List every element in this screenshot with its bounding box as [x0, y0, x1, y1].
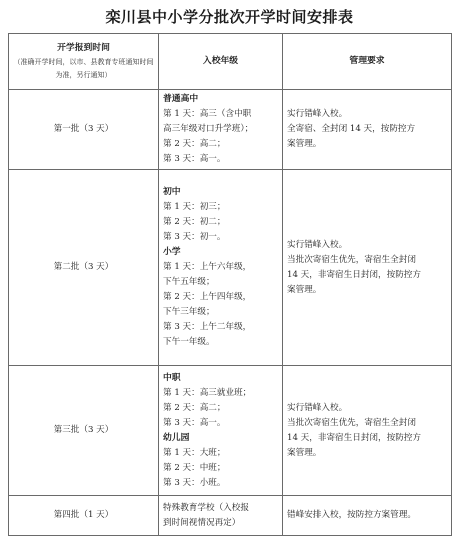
grade-line: 第 1 天：初三； — [163, 202, 226, 212]
table-row — [9, 170, 452, 366]
grade-line: 第 2 天：高二； — [163, 139, 226, 149]
grade-line: 高三年级对口升学班）； — [163, 124, 254, 134]
table-row — [9, 496, 452, 536]
schedule-table — [8, 33, 452, 536]
requirement-line: 实行错峰入校。 — [287, 239, 348, 250]
table-header-row — [9, 34, 452, 90]
grade-line: 第 3 天：小班。 — [163, 477, 226, 488]
grade-line: 第 1 天：高三（含中职 — [163, 109, 252, 119]
grade-line: 第 3 天：高一。 — [163, 154, 226, 164]
grade-line: 下午三年级； — [163, 307, 215, 317]
requirement-line: 14 天，非寄宿生日封闭，按防控方 — [287, 269, 421, 280]
requirement-line: 当批次寄宿生优先，寄宿生全封闭 — [287, 254, 416, 265]
batch-cell: 第三批（3 天） — [9, 366, 159, 496]
grade-line: 第 3 天：初一。 — [163, 232, 226, 242]
table-row — [9, 90, 452, 170]
requirement-cell — [283, 170, 452, 366]
table-row — [9, 366, 452, 496]
batch-cell: 第一批（3 天） — [9, 90, 159, 170]
requirement-cell — [283, 496, 452, 536]
batch-cell: 第二批（3 天） — [9, 170, 159, 366]
header-cell-requirement: 管理要求 — [283, 34, 452, 90]
grade-line: 第 1 天：大班； — [163, 447, 226, 458]
requirement-line: 案管理。 — [287, 447, 322, 458]
requirement-line: 错峰安排入校，按防控方案管理。 — [287, 510, 416, 520]
header-cell-grade: 入校年级 — [159, 34, 283, 90]
grade-line: 第 1 天：高三就业班； — [163, 387, 252, 398]
requirement-line: 案管理。 — [287, 284, 322, 295]
grade-line: 第 3 天：高一。 — [163, 417, 226, 428]
requirement-line: 全寄宿、全封闭 14 天，按防控方 — [287, 124, 416, 134]
grade-line: 第 2 天：上午四年级， — [163, 292, 252, 302]
requirement-line: 案管理。 — [287, 139, 322, 149]
group-title: 初中 — [163, 187, 181, 197]
requirement-line: 当批次寄宿生优先，寄宿生全封闭 — [287, 417, 416, 428]
header-time-note: （准确开学时间，以市、县教育专班通知时间为准，另行通知） — [13, 58, 154, 79]
grade-line: 第 3 天：上午二年级， — [163, 322, 252, 332]
requirement-line: 实行错峰入校。 — [287, 109, 348, 119]
grade-line: 下午五年级； — [163, 277, 215, 287]
group-title: 小学 — [163, 247, 181, 257]
requirement-cell — [283, 366, 452, 496]
grade-line: 第 2 天：中班； — [163, 462, 226, 473]
header-time-label: 开学报到时间 — [57, 43, 110, 53]
grade-line: 特殊教育学校（入校报 — [163, 502, 249, 513]
grade-line: 下午一年级。 — [163, 337, 215, 347]
batch-cell: 第四批（1 天） — [9, 496, 159, 536]
page-title: 栾川县中小学分批次开学时间安排表 — [105, 8, 354, 26]
requirement-line: 14 天，非寄宿生日封闭，按防控方 — [287, 432, 421, 443]
grade-cell — [159, 90, 283, 170]
grade-line: 第 2 天：初二； — [163, 217, 226, 227]
group-title: 中职 — [163, 372, 181, 383]
grade-line: 第 1 天：上午六年级， — [163, 262, 252, 272]
group-title: 幼儿园 — [163, 432, 190, 443]
grade-cell — [159, 366, 283, 496]
grade-line: 第 2 天：高二； — [163, 402, 226, 413]
header-cell-time — [9, 34, 159, 90]
requirement-cell — [283, 90, 452, 170]
grade-cell — [159, 170, 283, 366]
requirement-line: 实行错峰入校。 — [287, 402, 348, 413]
group-title: 普通高中 — [163, 94, 199, 104]
grade-cell — [159, 496, 283, 536]
grade-line: 到时间视情况再定） — [163, 517, 241, 528]
